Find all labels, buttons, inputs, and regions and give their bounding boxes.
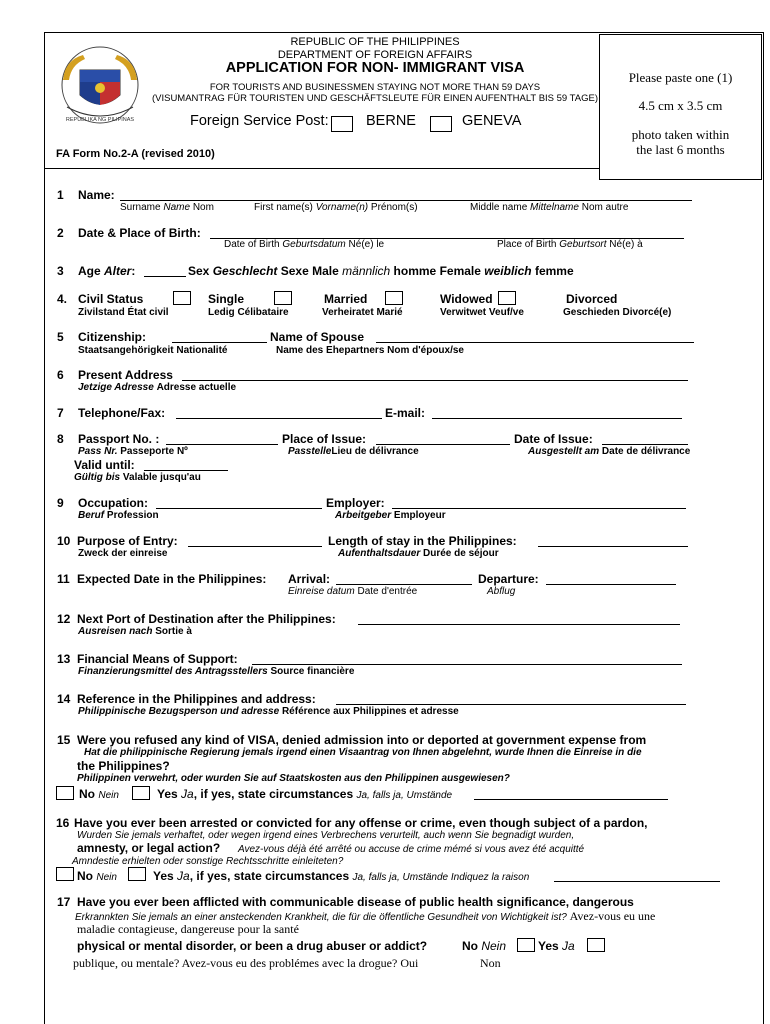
q12-number: 12: [57, 612, 71, 626]
q1-middle: Middle name Mittelname Nom autre: [470, 202, 629, 213]
widowed-sub: Verwitwet Veuf/ve: [440, 307, 524, 318]
q17-label2: physical or mental disorder, or been a drug abuser or addict?: [77, 939, 428, 953]
form-number: FA Form No.2-A (revised 2010): [56, 148, 215, 160]
valid-sub: Gültig bis Valable jusqu'au: [74, 472, 201, 483]
q15-yes: Yes Ja, if yes, state circumstances Ja, falls ja, Umstände: [157, 787, 453, 801]
post-label: Foreign Service Post:: [190, 113, 329, 129]
q12-label: Next Port of Destination after the Philippines:: [77, 612, 336, 626]
widowed-label: Widowed: [440, 292, 493, 306]
place-issue-label: Place of Issue:: [282, 432, 367, 446]
q16-sub3: Amndestie erhielten oder sonstige Rechtsschritte einleiteten?: [72, 856, 344, 867]
q4-number: 4.: [57, 292, 68, 306]
q13-sub: Finanzierungsmittel des Antragsstellers Source financière: [78, 666, 355, 677]
q17-yes: Yes Ja: [538, 939, 575, 953]
post-geneva: GENEVA: [462, 113, 522, 129]
q2-pob: Place of Birth Geburtsort Né(e) à: [497, 239, 643, 250]
q15-yes-checkbox[interactable]: [132, 786, 150, 800]
q16-sub1: Wurden Sie jemals verhaftet, oder wegen irgend eines Verbrechens verurteilt, auch wenn Sie begnadigt wurden,: [77, 830, 575, 841]
q1-surname: Surname Name Nom: [120, 202, 214, 213]
spouse-sub: Name des Ehepartners Nom d'époux/se: [276, 345, 464, 356]
form-title: APPLICATION FOR NON- IMMIGRANT VISA: [225, 60, 525, 76]
stay-input[interactable]: [538, 546, 688, 547]
q6-sub: Jetzige Adresse Adresse actuelle: [78, 382, 237, 393]
q2-label: Date & Place of Birth:: [78, 226, 201, 240]
photo-line3: photo taken within: [631, 127, 730, 142]
q15-sub2: Philippinen verwehrt, oder wurden Sie auf Staatskosten aus den Philippinen ausgewiesen?: [77, 773, 510, 784]
q15-label2: the Philippines?: [77, 759, 170, 773]
q1-number: 1: [57, 188, 64, 202]
married-sub: Verheiratet Marié: [322, 307, 403, 318]
arrival-label: Arrival:: [288, 572, 331, 586]
financial-input[interactable]: [252, 664, 682, 665]
employer-sub: Arbeitgeber Employeur: [335, 510, 446, 521]
reference-input[interactable]: [336, 704, 686, 705]
q17-sub2: maladie contagieuse, dangereuse pour la santé: [77, 922, 299, 936]
q1-label: Name:: [78, 188, 115, 202]
q16-no: No Nein: [77, 869, 117, 883]
photo-line2: 4.5 cm x 3.5 cm: [638, 98, 723, 113]
q9-label: Occupation:: [78, 496, 149, 510]
divorced-checkbox[interactable]: [498, 291, 516, 305]
q3-number: 3: [57, 264, 64, 278]
q14-number: 14: [57, 692, 71, 706]
divorced-sub: Geschieden Divorcé(e): [563, 307, 672, 318]
photo-line4: the last 6 months: [636, 142, 725, 157]
q13-number: 13: [57, 652, 71, 666]
purpose-input[interactable]: [188, 546, 322, 547]
q12-sub: Ausreisen nach Sortie à: [78, 626, 192, 637]
q16-no-checkbox[interactable]: [56, 867, 74, 881]
q1-first: First name(s) Vorname(n) Prénom(s): [254, 202, 418, 213]
q17-sub3b: Non: [480, 956, 501, 970]
married-label: Married: [324, 292, 368, 306]
email-label: E-mail:: [385, 406, 426, 420]
q17-yes-checkbox[interactable]: [587, 938, 605, 952]
q15-label: Were you refused any kind of VISA, denied admission into or deported at government expense from: [77, 733, 647, 747]
q11-label: Expected Date in the Philippines:: [77, 572, 267, 586]
q17-number: 17: [57, 895, 71, 909]
q7-number: 7: [57, 406, 64, 420]
q8-label: Passport No. :: [78, 432, 160, 446]
q16-number: 16: [56, 816, 70, 830]
single-checkbox[interactable]: [173, 291, 191, 305]
married-checkbox[interactable]: [274, 291, 292, 305]
q10-sub: Zweck der einreise: [78, 548, 168, 559]
q10-number: 10: [57, 534, 71, 548]
header-divider: [44, 168, 599, 169]
valid-input[interactable]: [144, 470, 228, 471]
stay-sub: Aufenthaltsdauer Durée de séjour: [338, 548, 499, 559]
svg-text:REPUBLIKA NG PILIPINAS: REPUBLIKA NG PILIPINAS: [65, 117, 135, 123]
departure-input[interactable]: [546, 584, 676, 585]
stay-label: Length of stay in the Philippines:: [328, 534, 517, 548]
q17-no-checkbox[interactable]: [517, 938, 535, 952]
philippine-seal-icon: [55, 45, 145, 130]
employer-label: Employer:: [326, 496, 385, 510]
valid-label: Valid until:: [74, 458, 135, 472]
post-berne: BERNE: [366, 113, 416, 129]
q3-age-label: Age Alter:: [78, 264, 136, 278]
q7-label: Telephone/Fax:: [78, 406, 166, 420]
q5-sub: Staatsangehörigkeit Nationalité: [78, 345, 228, 356]
q4-label: Civil Status: [78, 292, 144, 306]
q17-sub3: publique, ou mentale? Avez-vous eu des problémes avec la drogue? Oui: [73, 956, 419, 970]
q2-dob: Date of Birth Geburtsdatum Né(e) le: [224, 239, 385, 250]
q16-label2: amnesty, or legal action?: [77, 841, 221, 855]
q8-number: 8: [57, 432, 64, 446]
q4-label-sub: Zivilstand État civil: [78, 307, 169, 318]
q15-no: No Nein: [79, 787, 119, 801]
citizenship-input[interactable]: [172, 342, 267, 343]
place-issue-input[interactable]: [376, 444, 510, 445]
q14-label: Reference in the Philippines and address:: [77, 692, 316, 706]
phone-input[interactable]: [176, 418, 382, 419]
q16-label: Have you ever been arrested or convicted for any offense or crime, even though subject of a pardon,: [74, 816, 648, 830]
q15-no-checkbox[interactable]: [56, 786, 74, 800]
age-input[interactable]: [144, 276, 186, 277]
q17-no: No Nein: [462, 939, 507, 953]
geneva-checkbox[interactable]: [430, 116, 452, 132]
passport-input[interactable]: [166, 444, 278, 445]
spouse-input[interactable]: [376, 342, 694, 343]
header-line1: REPUBLIC OF THE PHILIPPINES: [290, 36, 460, 48]
single-sub: Ledig Célibataire: [208, 307, 289, 318]
spouse-label: Name of Spouse: [270, 330, 365, 344]
q13-label: Financial Means of Support:: [77, 652, 238, 666]
berne-checkbox[interactable]: [331, 116, 353, 132]
arrival-sub: Einreise datum Date d'entrée: [288, 586, 418, 597]
q16-sub2: Avez-vous déjà été arrêté ou accuse de crime mémé si vous avez été acquitté: [238, 844, 585, 855]
q8-sub: Pass Nr. Passeporte Nº: [78, 446, 188, 457]
departure-sub: Abflug: [487, 586, 516, 597]
q10-label: Purpose of Entry:: [77, 534, 178, 548]
email-input[interactable]: [432, 418, 682, 419]
q14-sub: Philippinische Bezugsperson und adresse Référence aux Philippines et adresse: [78, 706, 459, 717]
widowed-checkbox[interactable]: [385, 291, 403, 305]
divorced-label: Divorced: [566, 292, 618, 306]
date-issue-input[interactable]: [602, 444, 688, 445]
q6-number: 6: [57, 368, 64, 382]
q6-label: Present Address: [78, 368, 173, 382]
date-issue-label: Date of Issue:: [514, 432, 593, 446]
name-input[interactable]: [120, 200, 692, 201]
q17-label: Have you ever been afflicted with communicable disease of public health significance, dangerous: [77, 895, 634, 909]
address-input[interactable]: [182, 380, 688, 381]
photo-box[interactable]: [599, 34, 762, 180]
q2-number: 2: [57, 226, 64, 240]
departure-label: Departure:: [478, 572, 539, 586]
q15-sub1: Hat die philippinische Regierung jemals irgend einen Visaantrag von Ihnen abgelehnt, wurde Ihnen die Einreise in die: [84, 747, 642, 758]
q16-circumstances-input[interactable]: [554, 881, 720, 882]
q16-yes: Yes Ja, if yes, state circumstances Ja, falls ja, Umstände Indiquez la raison: [153, 869, 530, 883]
q11-number: 11: [57, 572, 70, 586]
q17-sub1: Erkrannkten Sie jemals an einer ansteckenden Krankheit, die für die öffentliche Gesundheit von Wichtigkeit ist? Avez-vous eu une: [75, 909, 656, 923]
place-issue-sub: PasstelleLieu de délivrance: [288, 446, 419, 457]
header-sub1: FOR TOURISTS AND BUSINESSMEN STAYING NOT MORE THAN 59 DAYS: [209, 82, 541, 93]
header-sub2: (VISUMANTRAG FÜR TOURISTEN UND GESCHÄFTSLEUTE FÜR EINEN AUFENTHALT BIS 59 TAGE): [151, 93, 599, 104]
q16-yes-checkbox[interactable]: [128, 867, 146, 881]
q15-number: 15: [57, 733, 71, 747]
single-label: Single: [208, 292, 245, 306]
next-port-input[interactable]: [358, 624, 680, 625]
photo-line1: Please paste one (1): [628, 70, 733, 85]
q15-circumstances-input[interactable]: [474, 799, 668, 800]
q9-sub: Beruf Profession: [78, 510, 159, 521]
q5-number: 5: [57, 330, 64, 344]
q9-number: 9: [57, 496, 64, 510]
q3-sex-label: Sex Geschlecht Sexe Male männlich homme Female weiblich femme: [188, 264, 574, 278]
occupation-input[interactable]: [156, 508, 322, 509]
date-issue-sub: Ausgestellt am Date de délivrance: [528, 446, 691, 457]
employer-input[interactable]: [392, 508, 686, 509]
arrival-input[interactable]: [336, 584, 472, 585]
q5-label: Citizenship:: [78, 330, 146, 344]
header-line2: DEPARTMENT OF FOREIGN AFFAIRS: [277, 49, 473, 61]
